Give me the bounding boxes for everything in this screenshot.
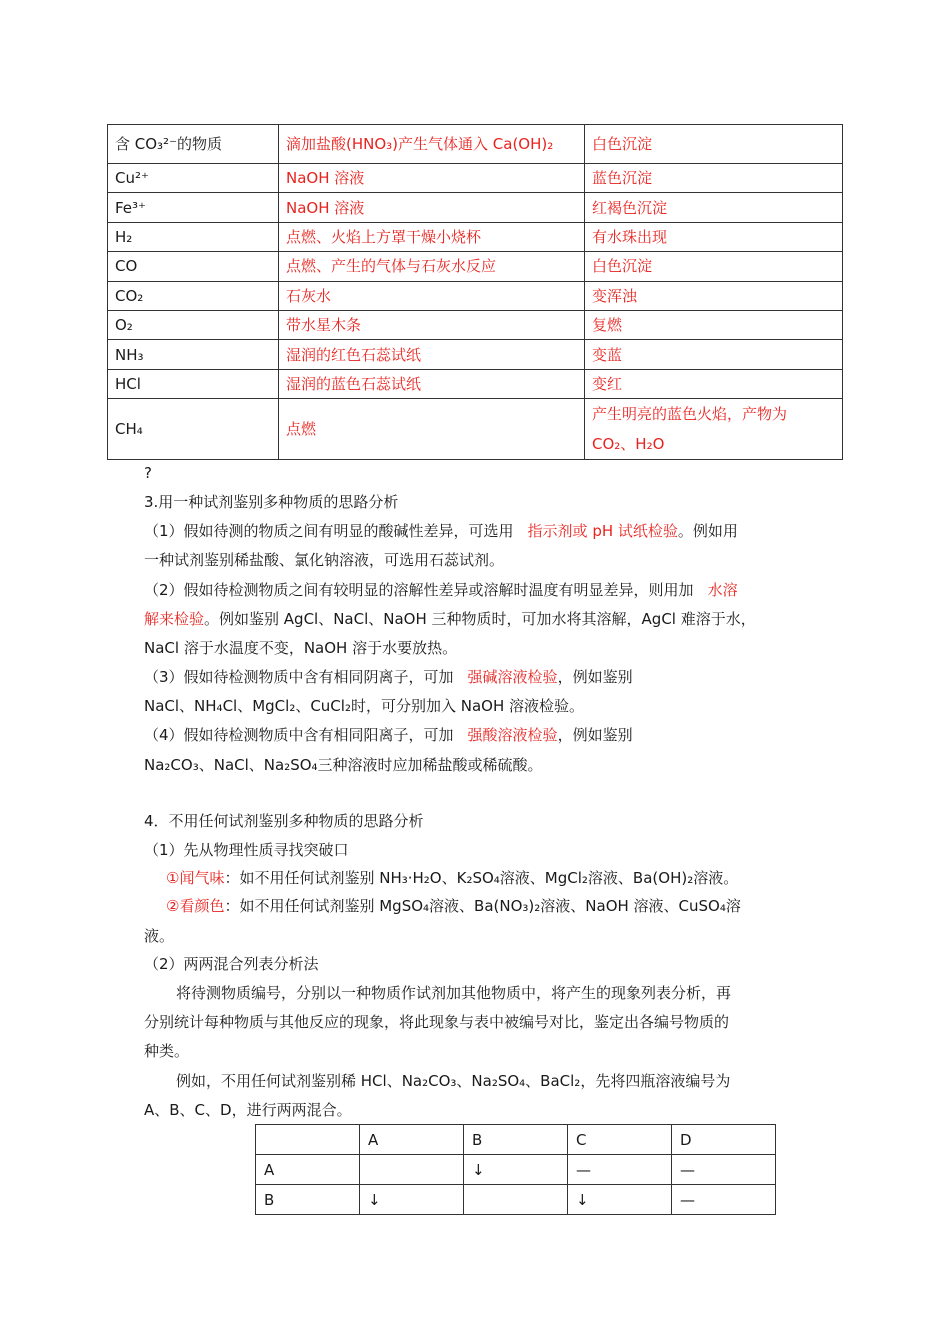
- reagent-cell: 点燃: [279, 399, 585, 460]
- answer-text: 指示剂或 pH 试纸检验: [527, 522, 678, 540]
- reagent-cell: 石灰水: [279, 281, 585, 310]
- phenomenon-line: CO₂、H₂O: [592, 435, 665, 454]
- reagent-cell: 点燃、火焰上方罩干燥小烧杯: [279, 222, 585, 251]
- result-cell: —: [672, 1185, 776, 1215]
- phenomenon-cell: 有水珠出现: [585, 222, 843, 251]
- paragraph-line: [144, 609, 756, 629]
- paragraph-line: [144, 521, 738, 541]
- answer-text: 强酸溶液检验: [467, 726, 558, 744]
- result-cell: [360, 1155, 464, 1185]
- substance-cell: Cu²⁺: [108, 164, 279, 193]
- list-number: ①: [166, 869, 180, 887]
- table-header-row: [256, 1125, 776, 1155]
- result-cell: ↓: [464, 1155, 568, 1185]
- substance-cell: NH₃: [108, 340, 279, 369]
- substance-cell: O₂: [108, 310, 279, 339]
- phenomenon-cell: 变蓝: [585, 340, 843, 369]
- reagent-cell: NaOH 溶液: [279, 164, 585, 193]
- paragraph-line: 液。: [144, 927, 175, 945]
- substance-cell: H₂: [108, 222, 279, 251]
- header-cell: C: [568, 1125, 672, 1155]
- list-number: ②: [166, 897, 180, 915]
- paragraph-line: [166, 896, 741, 916]
- text: ：如不用任何试剂鉴别 NH₃·H₂O、K₂SO₄溶液、MgCl₂溶液、Ba(OH)₂溶液。: [224, 869, 739, 887]
- answer-text: 看颜色: [179, 897, 225, 915]
- result-cell: —: [672, 1155, 776, 1185]
- paragraph-line: 例如，不用任何试剂鉴别稀 HCl、Na₂CO₃、Na₂SO₄、BaCl₂，先将四瓶溶液编号为: [176, 1072, 731, 1090]
- phenomenon-line: 产生明亮的蓝色火焰，产物为: [592, 405, 788, 424]
- text: （2）假如待检测物质之间有较明显的溶解性差异或溶解时温度有明显差异，则用加: [144, 581, 694, 599]
- table-row: [256, 1185, 776, 1215]
- paragraph-line: [144, 667, 633, 687]
- phenomenon-cell: 白色沉淀: [585, 252, 843, 281]
- subsection-title: （2）两两混合列表分析法: [144, 955, 319, 973]
- table-row: [108, 222, 843, 251]
- mixing-table: [255, 1124, 776, 1215]
- substance-cell: CO: [108, 252, 279, 281]
- paragraph-line: 分别统计每种物质与其他反应的现象，将此现象与表中被编号对比，鉴定出各编号物质的: [144, 1013, 730, 1031]
- phenomenon-cell: [585, 399, 843, 460]
- header-cell: [256, 1125, 360, 1155]
- paragraph-line: Na₂CO₃、NaCl、Na₂SO₄三种溶液时应加稀盐酸或稀硫酸。: [144, 756, 543, 774]
- header-cell: B: [464, 1125, 568, 1155]
- substance-cell: CO₂: [108, 281, 279, 310]
- answer-text: 闻气味: [179, 869, 225, 887]
- table-row: [108, 399, 843, 460]
- result-cell: ↓: [568, 1185, 672, 1215]
- table-row: [108, 164, 843, 193]
- question-mark: ?: [144, 464, 152, 482]
- paragraph-line: 一种试剂鉴别稀盐酸、氯化钠溶液，可选用石蕊试剂。: [144, 551, 505, 569]
- subsection-title: （1）先从物理性质寻找突破口: [144, 841, 349, 859]
- row-label: A: [256, 1155, 360, 1185]
- test-reagent-table: [107, 124, 843, 460]
- paragraph-line: NaCl、NH₄Cl、MgCl₂、CuCl₂时，可分别加入 NaOH 溶液检验。: [144, 697, 584, 715]
- result-cell: [464, 1185, 568, 1215]
- paragraph-line: 种类。: [144, 1042, 190, 1060]
- phenomenon-cell: 变红: [585, 369, 843, 398]
- table-row: [108, 125, 843, 164]
- section-3-title: 3.用一种试剂鉴别多种物质的思路分析: [144, 493, 399, 511]
- text: 。例如鉴别 AgCl、NaCl、NaOH 三种物质时，可加水将其溶解，AgCl 难溶于水，: [204, 610, 756, 628]
- paragraph-line: [166, 868, 738, 888]
- row-label: B: [256, 1185, 360, 1215]
- text: 。例如用: [677, 522, 738, 540]
- substance-cell: Fe³⁺: [108, 193, 279, 222]
- paragraph-line: 将待测物质编号，分别以一种物质作试剂加其他物质中，将产生的现象列表分析，再: [176, 984, 732, 1002]
- answer-text: 解来检验: [144, 610, 205, 628]
- table-row: [256, 1155, 776, 1185]
- paragraph-line: NaCl 溶于水温度不变，NaOH 溶于水要放热。: [144, 639, 458, 657]
- table-row: [108, 252, 843, 281]
- substance-cell: CH₄: [108, 399, 279, 460]
- text: （1）假如待测的物质之间有明显的酸碱性差异，可选用: [144, 522, 514, 540]
- phenomenon-cell: 白色沉淀: [585, 125, 843, 164]
- substance-cell: 含 CO₃²⁻的物质: [108, 125, 279, 164]
- reagent-cell: 湿润的蓝色石蕊试纸: [279, 369, 585, 398]
- paragraph-line: [144, 580, 738, 600]
- phenomenon-cell: 复燃: [585, 310, 843, 339]
- text: （3）假如待检测物质中含有相同阴离子，可加: [144, 668, 454, 686]
- answer-text: 水溶: [707, 581, 738, 599]
- text: ：如不用任何试剂鉴别 MgSO₄溶液、Ba(NO₃)₂溶液、NaOH 溶液、CuSO₄溶: [224, 897, 741, 915]
- reagent-cell: 滴加盐酸(HNO₃)产生气体通入 Ca(OH)₂: [279, 125, 585, 164]
- table-row: [108, 340, 843, 369]
- phenomenon-cell: 蓝色沉淀: [585, 164, 843, 193]
- reagent-cell: NaOH 溶液: [279, 193, 585, 222]
- table-row: [108, 310, 843, 339]
- reagent-cell: 湿润的红色石蕊试纸: [279, 340, 585, 369]
- text: ，例如鉴别: [557, 668, 633, 686]
- table-row: [108, 193, 843, 222]
- paragraph-line: A、B、C、D，进行两两混合。: [144, 1101, 352, 1119]
- reagent-cell: 带水星木条: [279, 310, 585, 339]
- substance-cell: HCl: [108, 369, 279, 398]
- answer-text: 强碱溶液检验: [467, 668, 558, 686]
- result-cell: ↓: [360, 1185, 464, 1215]
- phenomenon-cell: 变浑浊: [585, 281, 843, 310]
- result-cell: —: [568, 1155, 672, 1185]
- table-row: [108, 369, 843, 398]
- header-cell: D: [672, 1125, 776, 1155]
- reagent-cell: 点燃、产生的气体与石灰水反应: [279, 252, 585, 281]
- table-row: [108, 281, 843, 310]
- text: ，例如鉴别: [557, 726, 633, 744]
- text: （4）假如待检测物质中含有相同阳离子，可加: [144, 726, 454, 744]
- paragraph-line: [144, 725, 633, 745]
- section-4-title: 4．不用任何试剂鉴别多种物质的思路分析: [144, 812, 424, 830]
- phenomenon-cell: 红褐色沉淀: [585, 193, 843, 222]
- header-cell: A: [360, 1125, 464, 1155]
